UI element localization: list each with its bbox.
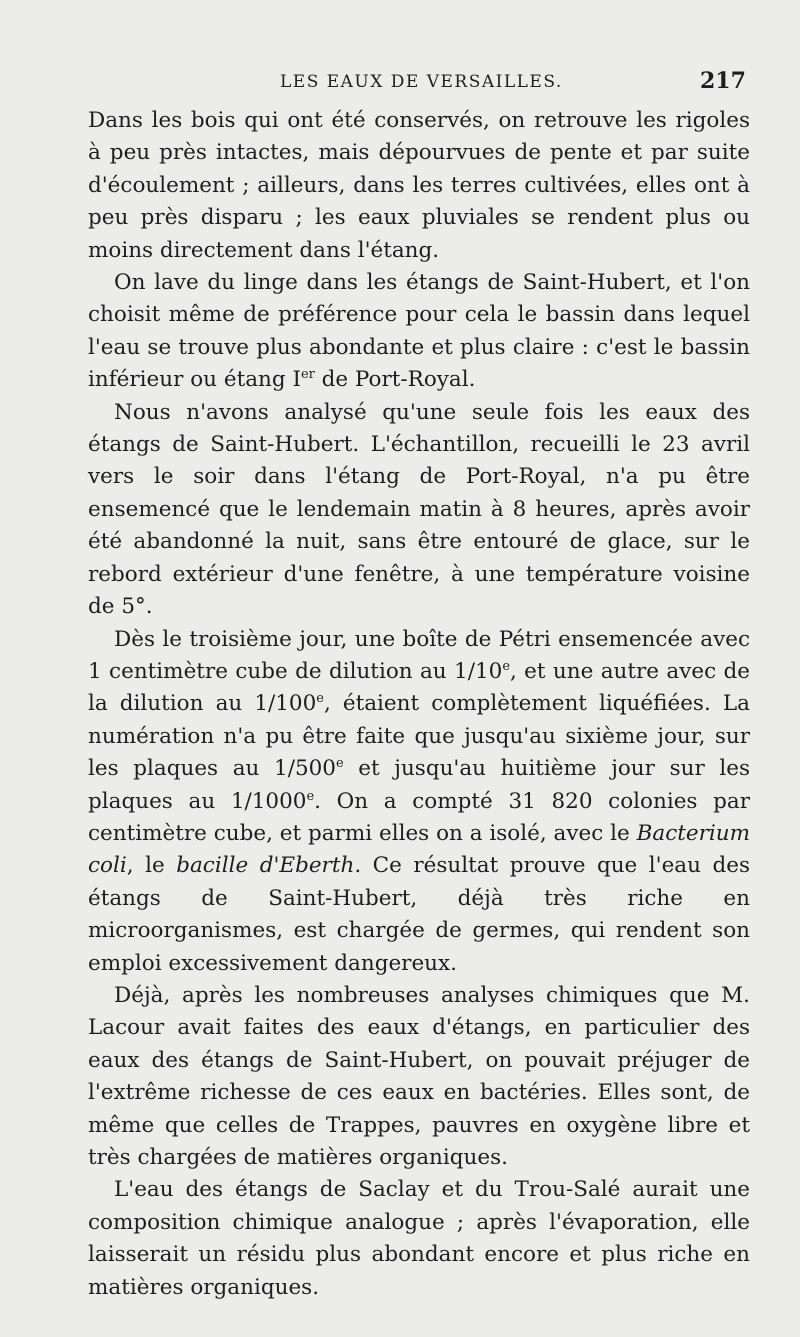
paragraph-5-text: Déjà, après les nombreuses analyses chimiques que M. Lacour avait faites des eaux d'étangs, en particulier des eaux des étangs de Saint-Hubert, on pouvait préjuger de l'extrême richesse de ces eaux en bactéries. Elles sont, de même que celles de Trappes, pauvres en oxygène libre et très chargées de matières organiques. xyxy=(88,982,750,1170)
paragraph-4-text: . On a compté 31 820 colonies par centimètre cube, et parmi elles on a isolé, avec le xyxy=(88,788,750,846)
paragraph-2-tail: de Port-Royal. xyxy=(314,367,476,393)
paragraph-1 xyxy=(88,105,750,267)
superscript: e xyxy=(502,658,510,674)
superscript: e xyxy=(316,691,324,707)
superscript: e xyxy=(336,755,344,771)
paragraph-4-text: , et une autre avec de la dilution au 1/100 xyxy=(88,658,751,717)
paragraph-4-text: , étaient complètement liquéfiées. La numération n'a pu être faite que jusqu'au sixième jour, sur les plaques au 1/500 xyxy=(88,691,750,782)
paragraph-4-text: Dès le troisième jour, une boîte de Pétri ensemencée avec 1 centimètre cube de dilution au 1/10 xyxy=(88,626,750,684)
running-title: LES EAUX DE VERSAILLES. xyxy=(280,72,563,92)
paragraph-4-text: . Ce résultat prouve que l'eau des étangs de Saint-Hubert, déjà très riche en microorganismes, est chargée de germes, qui rendent son emploi excessivement dangereux. xyxy=(88,853,750,976)
italic-species-name: bacille d'Eberth xyxy=(176,853,355,879)
superscript: e xyxy=(306,788,315,804)
page-number: 217 xyxy=(700,68,746,94)
paragraph-2 xyxy=(88,267,750,397)
paragraph-4 xyxy=(88,624,750,980)
paragraph-3-text: Nous n'avons analysé qu'une seule fois les eaux des étangs de Saint-Hubert. L'échantillon, recueilli le 23 avril vers le soir dans l'étang de Port-Royal, n'a pu être ensemencé que le lendemain matin à 8 heures, après avoir été abandonné la nuit, sans être entouré de glace, sur le rebord extérieur d'une fenêtre, à une température voisine de 5°. xyxy=(88,399,750,620)
page-header xyxy=(0,68,800,102)
paragraph-1-text: Dans les bois qui ont été conservés, on retrouve les rigoles à peu près intactes, mais dépourvues de pente et par suite d'écoulement ; ailleurs, dans les terres cultivées, elles ont à peu près disparu ; les eaux pluviales se rendent plus ou moins directement dans l'étang. xyxy=(88,108,750,263)
paragraph-6-text: L'eau des étangs de Saclay et du Trou-Salé aurait une composition chimique analogue ; après l'évaporation, elle laisserait un résidu plus abondant encore et plus riche en matières organiques. xyxy=(88,1177,750,1300)
paragraph-3 xyxy=(88,397,750,624)
paragraph-2-text: On lave du linge dans les étangs de Saint-Hubert, et l'on choisit même de préférence pour cela le bassin dans lequel l'eau se trouve plus abondante et plus claire : c'est le bassin inférieur ou étang I xyxy=(88,270,750,393)
paragraph-5 xyxy=(88,980,750,1174)
body-text xyxy=(88,105,750,1304)
paragraph-4-text: , le xyxy=(126,853,177,879)
paragraph-6 xyxy=(88,1174,750,1304)
paragraph-4-text: et jusqu'au huitième jour sur les plaques au 1/1000 xyxy=(88,756,750,814)
paragraph-2-superscript: er xyxy=(300,367,315,383)
italic-species-name: Bacterium coli xyxy=(88,820,750,879)
